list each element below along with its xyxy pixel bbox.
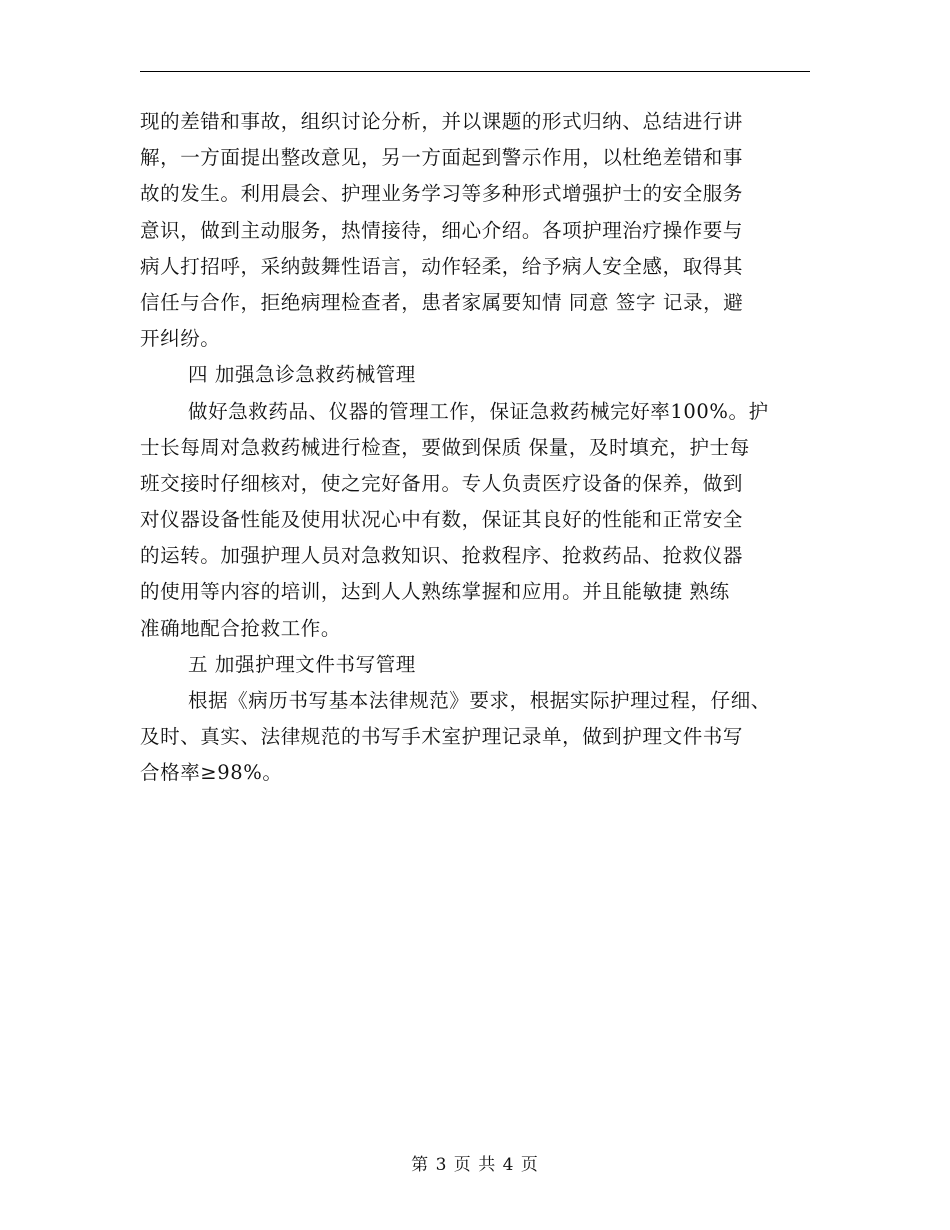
paragraph-line: 开纠纷。 <box>140 327 221 351</box>
section-heading: 四 加强急诊急救药械管理 <box>188 363 416 387</box>
section-heading: 五 加强护理文件书写管理 <box>188 652 416 676</box>
paragraph-line: 根据《病历书写基本法律规范》要求，根据实际护理过程，仔细、 <box>188 689 771 712</box>
paragraph-line: 故的发生。利用晨会、护理业务学习等多种形式增强护士的安全服务 <box>140 182 744 206</box>
paragraph-line: 现的差错和事故，组织讨论分析，并以课题的形式归纳、总结进行讲 <box>140 110 744 133</box>
paragraph-line: 做好急救药品、仪器的管理工作，保证急救药械完好率100%。护 <box>188 399 769 423</box>
paragraph-line: 准确地配合抢救工作。 <box>140 616 342 640</box>
paragraph-line: 的使用等内容的培训，达到人人熟练掌握和应用。并且能敏捷 熟练 <box>140 580 730 604</box>
paragraph-line: 对仪器设备性能及使用状况心中有数，保证其良好的性能和正常安全 <box>140 508 744 532</box>
paragraph-line: 病人打招呼，采纳鼓舞性语言，动作轻柔，给予病人安全感，取得其 <box>140 254 744 278</box>
paragraph-line: 信任与合作，拒绝病理检查者，患者家属要知情 同意 签字 记录，避 <box>140 290 744 314</box>
paragraph-line: 及时、真实、法律规范的书写手术室护理记录单，做到护理文件书写 <box>140 725 744 749</box>
page-number-footer: 第 3 页 共 4 页 <box>411 1155 539 1175</box>
paragraph-line: 班交接时仔细核对，使之完好备用。专人负责医疗设备的保养，做到 <box>140 471 744 495</box>
paragraph-line: 意识，做到主动服务，热情接待，细心介绍。各项护理治疗操作要与 <box>140 218 744 242</box>
paragraph-line: 的运转。加强护理人员对急救知识、抢救程序、抢救药品、抢救仪器 <box>140 544 744 568</box>
header-rule <box>140 71 810 72</box>
paragraph-line: 士长每周对急救药械进行检查，要做到保质 保量，及时填充，护士每 <box>140 435 750 459</box>
paragraph-line: 解，一方面提出整改意见，另一方面起到警示作用，以杜绝差错和事 <box>140 146 744 170</box>
document-body <box>140 104 820 792</box>
paragraph-line: 合格率≥98%。 <box>140 761 283 785</box>
